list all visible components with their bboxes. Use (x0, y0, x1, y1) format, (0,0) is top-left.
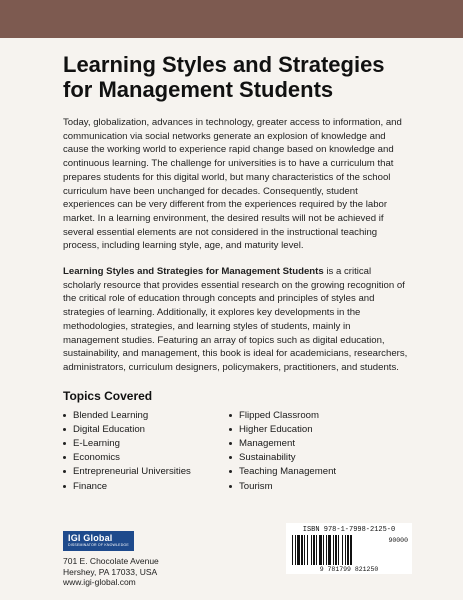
topics-column-right (229, 409, 395, 494)
publisher-website: www.igi-global.com (63, 577, 136, 587)
topic-item: Digital Education (63, 423, 229, 437)
barcode-bars-icon (292, 535, 376, 565)
topic-item: Entrepreneurial Universities (63, 465, 229, 479)
logo-name: IGI Global (68, 533, 113, 543)
isbn-label: ISBN 978-1-7998-2125-0 (302, 526, 396, 534)
topics-column-left (63, 409, 229, 494)
topic-item: Sustainability (229, 451, 395, 465)
publisher-address (63, 556, 159, 588)
price-code: 90000 (388, 537, 408, 544)
topic-item: E-Learning (63, 437, 229, 451)
book-title (63, 52, 408, 102)
description-title: Learning Styles and Strategies for Management Students (63, 266, 324, 278)
top-color-band (0, 0, 463, 38)
topics-heading: Topics Covered (63, 388, 153, 403)
topic-item: Teaching Management (229, 465, 395, 479)
topics-list (63, 409, 408, 494)
intro-paragraph: Today, globalization, advances in technology, greater access to information, and communication via social networks generate an explosion of knowledge and cause the working world to experience rapid change based on knowledge and continuous learning. The challenge for universities is to have a curriculum that prepares students for this digital world, but many characteristics of the school curriculum have been unchanged for decades. Consequently, student experiences can be very different from the experiences required by the labor market. In a learning environment, the desired results will not be achieved if several essential elements are not considered in the instructional teaching process, including learning style, age, and maturity level. (63, 117, 402, 252)
title-line-1: Learning Styles and Strategies (63, 52, 385, 77)
barcode-box (286, 523, 412, 574)
topic-item: Flipped Classroom (229, 409, 395, 423)
topic-item: Management (229, 437, 395, 451)
publisher-logo (63, 531, 134, 551)
back-cover-content (63, 52, 408, 494)
address-line-1: 701 E. Chocolate Avenue (63, 556, 159, 566)
title-line-2: for Management Students (63, 77, 334, 102)
topic-item: Finance (63, 480, 229, 494)
topic-item: Blended Learning (63, 409, 229, 423)
topic-item: Economics (63, 451, 229, 465)
address-line-2: Hershey, PA 17033, USA (63, 566, 158, 577)
description-text: is a critical scholarly resource that provides essential research on the growing recognition of the critical role of education through concepts and principles of styles and strategies of learning. Additionally, it explores key developments in the methodologies, strategies, and learning styles of students, mainly in management studies. Featuring an array of topics such as digital education, sustainability, and management, this book is ideal for academicians, researchers, administrators, curriculum designers, policymakers, practitioners, and students. (63, 266, 408, 373)
logo-tagline: DISSEMINATOR OF KNOWLEDGE (68, 543, 129, 547)
publisher-block (63, 528, 159, 588)
topic-item: Higher Education (229, 423, 395, 437)
topic-item: Tourism (229, 480, 395, 494)
description-paragraph (63, 265, 408, 375)
barcode-digits: 9 781799 821250 (319, 566, 379, 573)
